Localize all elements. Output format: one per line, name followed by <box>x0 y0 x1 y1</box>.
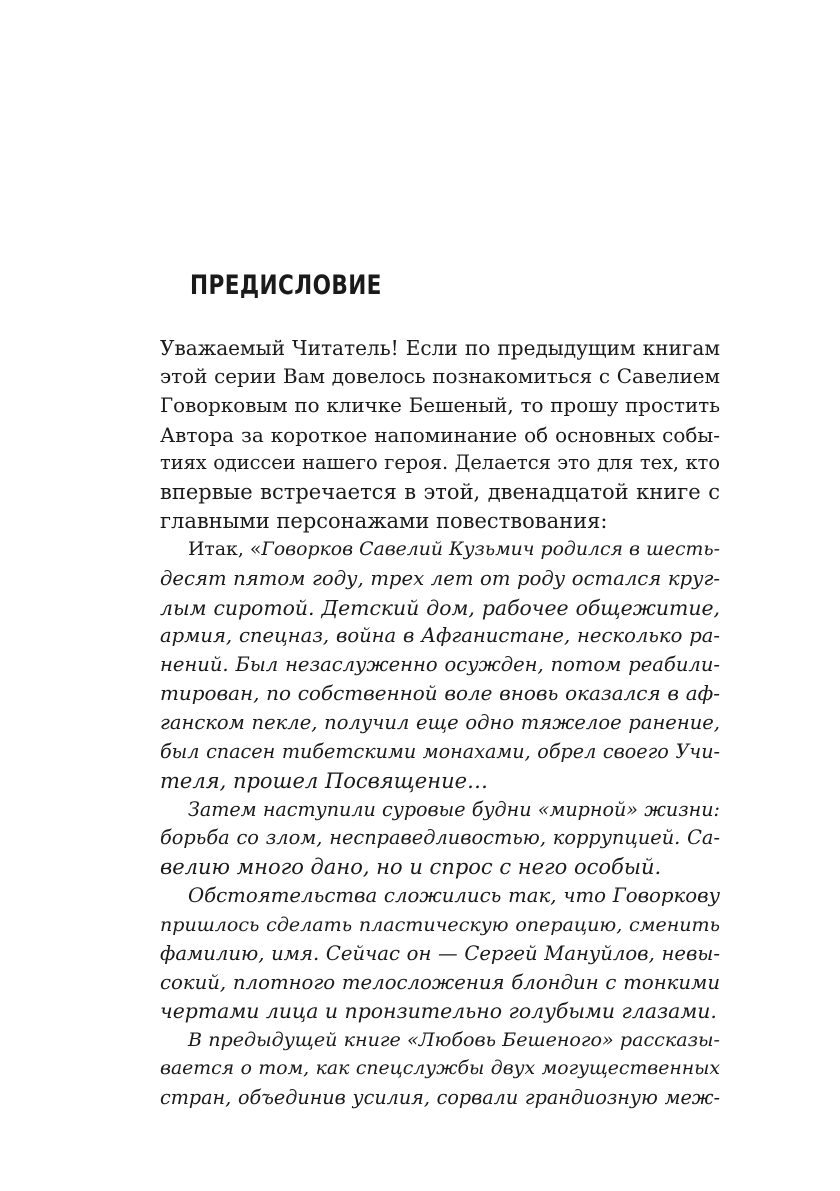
text-line: Обстоятельства сложились так, что Говоркову <box>188 884 720 908</box>
text-line: фамилию, имя. Сейчас он — Сергей Мануйлов, невы- <box>160 941 720 965</box>
text-line: лым сиротой. Детский дом, рабочее общежитие, <box>160 595 720 620</box>
text-line <box>160 536 720 565</box>
text-line: Автора за короткое напоминание об основных собы- <box>160 422 720 447</box>
text-line: армия, спецназ, война в Афганистане, несколько ра- <box>160 624 720 648</box>
text-line: Уважаемый Читатель! Если по предыдущим книгам <box>160 336 720 360</box>
text-line: впервые встречается в этой, двенадцатой книге с <box>160 480 720 505</box>
text-line: велию много дано, но и спрос с него особый. <box>160 855 662 880</box>
text-line: борьба со злом, несправедливостью, коррупцией. Са- <box>160 826 720 850</box>
chapter-heading: ПРЕДИСЛОВИЕ <box>190 270 382 301</box>
text-line: вается о том, как спецслужбы двух могущественных <box>160 1058 720 1080</box>
text-line: нений. Был незаслуженно осужден, потом реабили- <box>160 653 720 677</box>
text-line: теля, прошел Посвящение… <box>160 768 489 793</box>
text-line: стран, объединив усилия, сорвали грандиозную меж- <box>160 1085 720 1109</box>
text-run: Итак, « <box>188 538 262 560</box>
body-text <box>160 334 720 1113</box>
text-line: тирован, по собственной воле вновь оказался в аф- <box>160 682 720 706</box>
text-line: пришлось сделать пластическую операцию, сменить <box>160 913 720 936</box>
text-line: Затем наступили суровые будни «мирной» жизни: <box>188 797 720 821</box>
text-line: главными персонажами повествования: <box>160 509 608 534</box>
text-line: ганском пекле, получил еще одно тяжелое ранение, <box>160 710 720 734</box>
text-line: сокий, плотного телосложения блондин с тонкими <box>160 970 720 994</box>
text-line: чертами лица и пронзительно голубыми глазами. <box>160 999 717 1024</box>
text-line: тиях одиссеи нашего героя. Делается это для тех, кто <box>160 451 720 475</box>
text-line: этой серии Вам довелось познакомиться с Савелием <box>160 364 720 388</box>
text-line: Говорковым по кличке Бешеный, то прошу простить <box>160 393 720 417</box>
text-line: десят пятом году, трех лет от роду остался круг- <box>160 566 720 590</box>
text-line: был спасен тибетскими монахами, обрел своего Учи- <box>160 739 720 763</box>
text-run-italic: Говорков Савелий Кузьмич родился в шесть- <box>261 538 720 560</box>
text-line: В предыдущей книге «Любовь Бешеного» рассказы- <box>188 1029 720 1052</box>
